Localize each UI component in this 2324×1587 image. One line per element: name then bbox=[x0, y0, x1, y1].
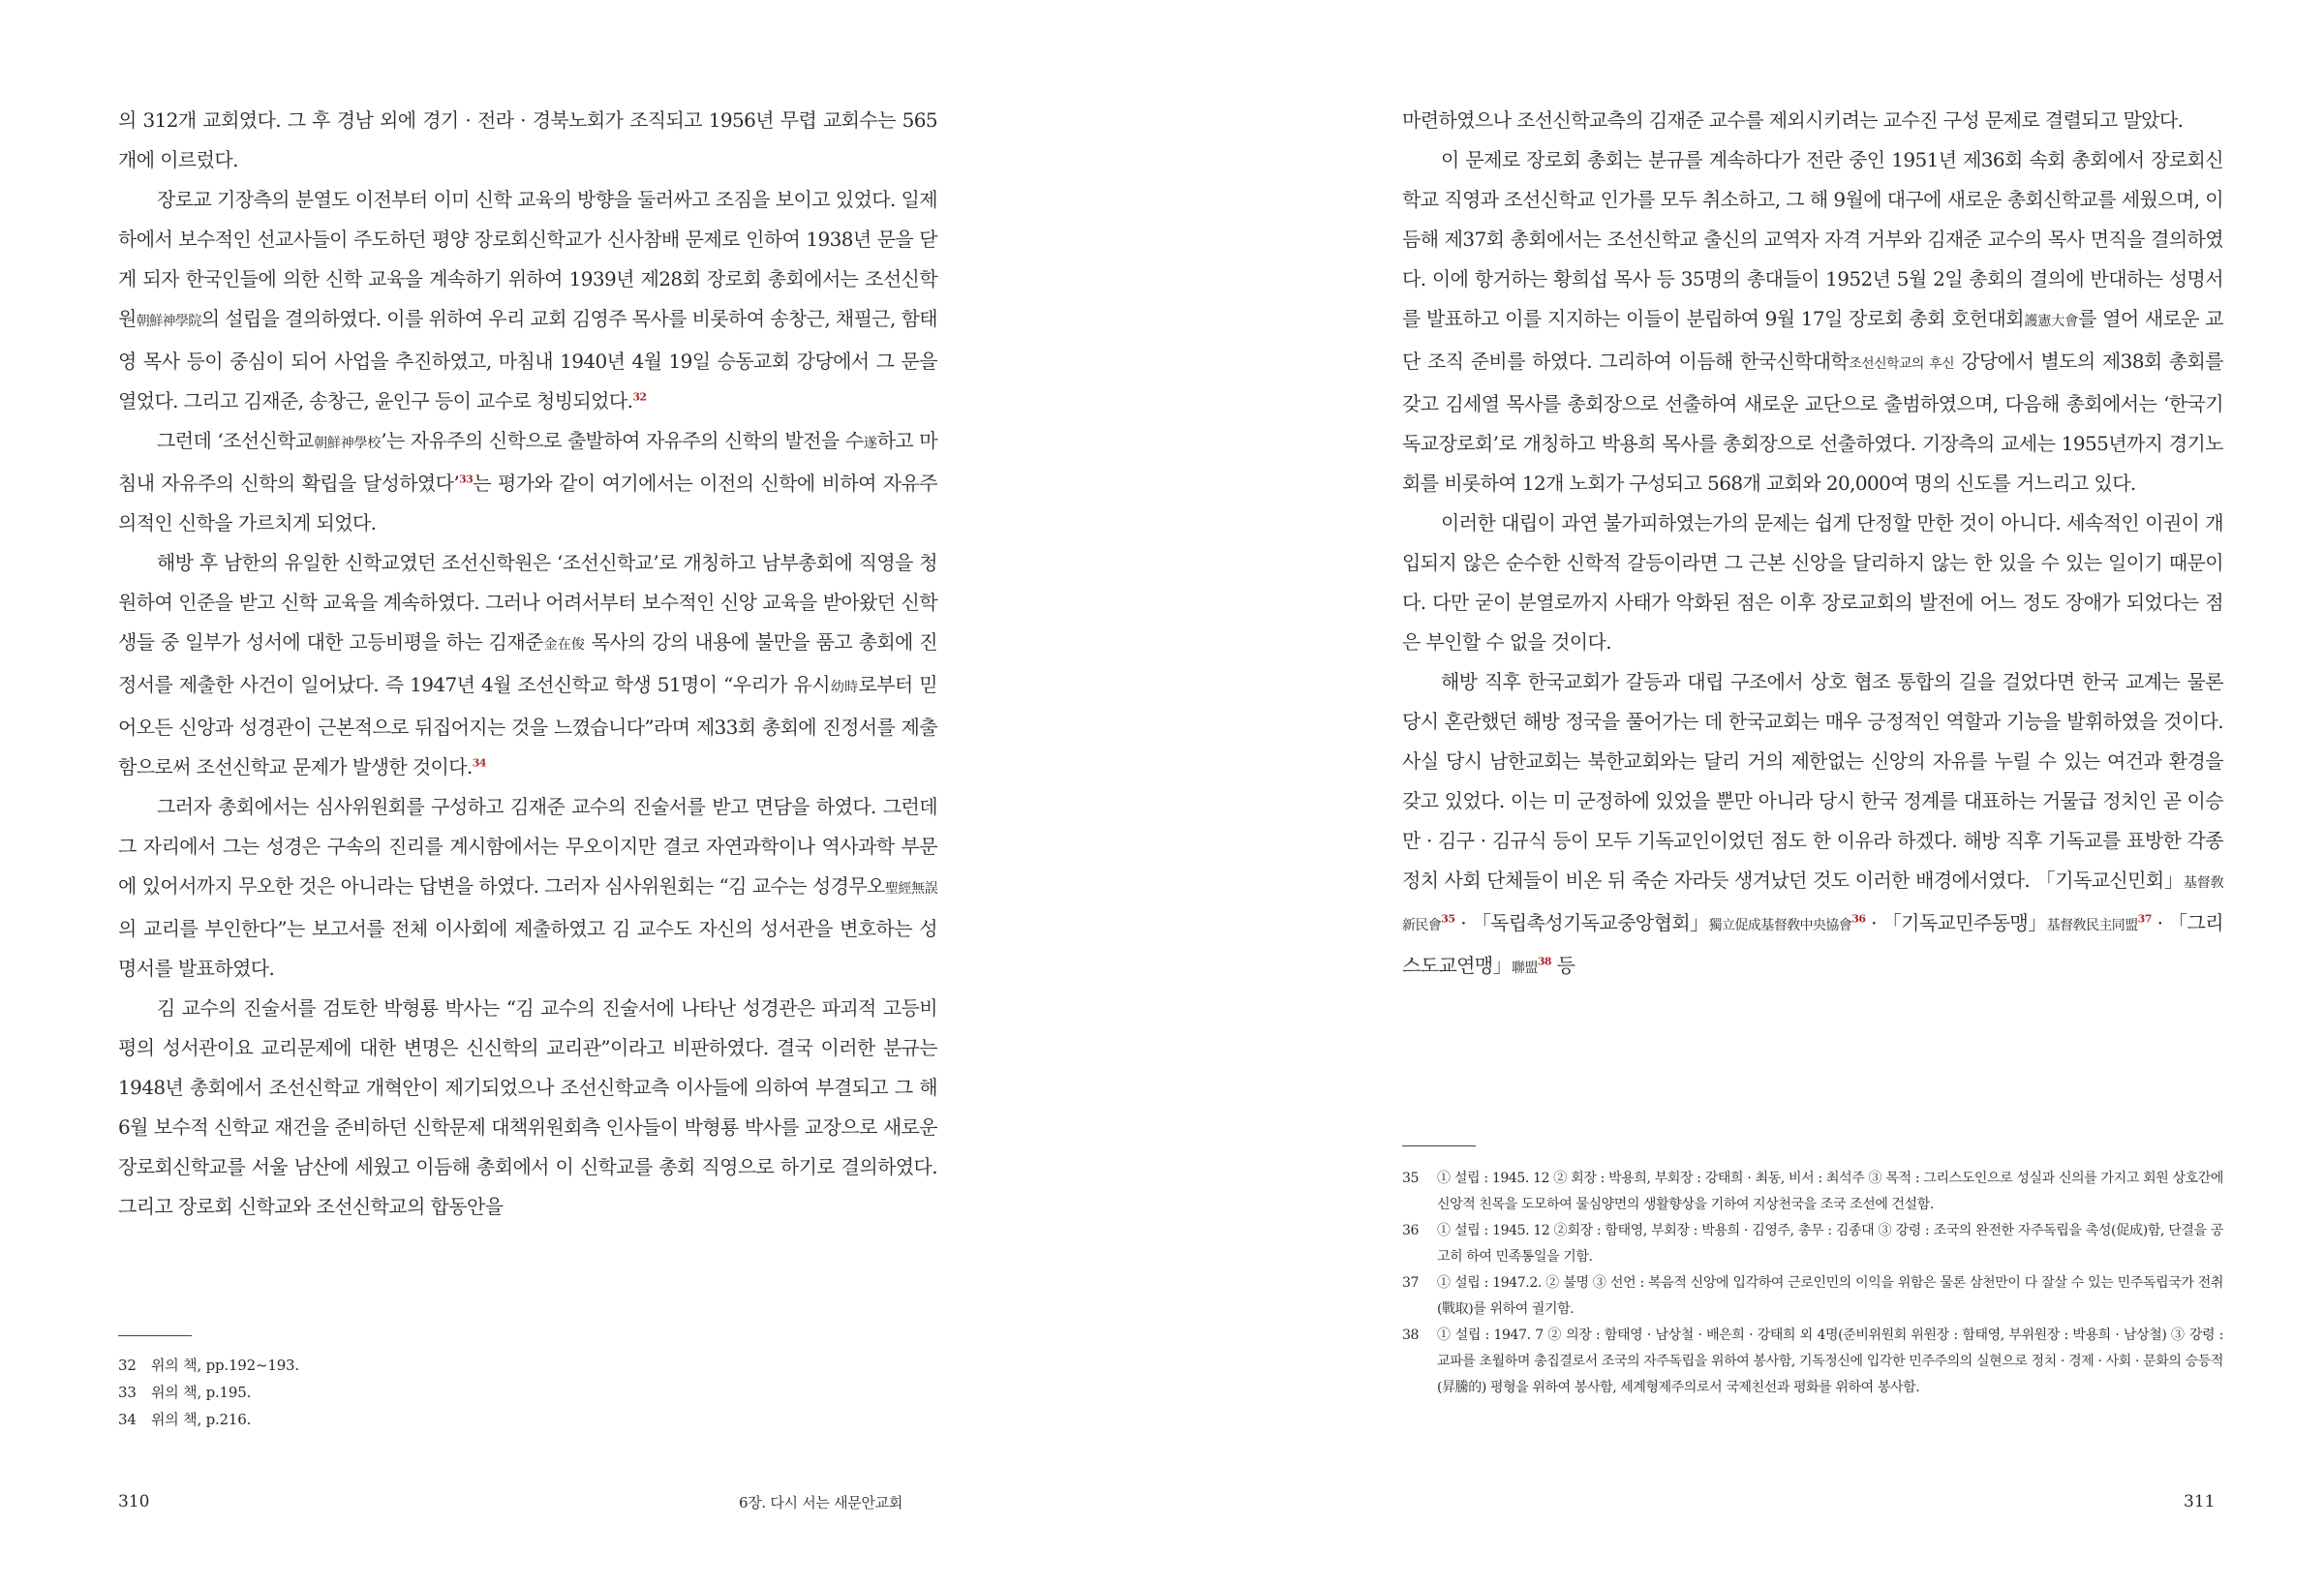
footnote bbox=[118, 1406, 937, 1433]
paragraph: 이 문제로 장로회 총회는 분규를 계속하다가 전란 중인 1951년 제36회 속회 총회에서 장로회신학교 직영과 조선신학교 인가를 모두 취소하고, 그 해 9월에 대구에 새로운 총회신학교를 세웠으며, 이듬해 제37회 총회에서는 조선신학교 출신의 교역자 자격 거부와 김재준 교수의 목사 면직을 결의하였다. 이에 항거하는 황희섭 목사 등 35명의 총대들이 1952년 5월 2일 총회의 결의에 반대하는 성명서를 발표하고 이를 지지하는 이들이 분립하여 9월 17일 장로회 총회 호헌대회護憲大會를 열어 새로운 교단 조직 준비를 하였다. 그리하여 이듬해 한국신학대학조선신학교의 후신 강당에서 별도의 제38회 총회를 갖고 김세열 목사를 총회장으로 선출하여 새로운 교단으로 출범하였으며, 다음해 총회에서는 ‘한국기독교장로회’로 개칭하고 박용희 목사를 총회장으로 선출하였다. 기장측의 교세는 1955년까지 경기노회를 비롯하여 12개 노회가 구성되고 568개 교회와 20,000여 명의 신도를 거느리고 있다. bbox=[1402, 148, 2223, 495]
page-number: 310 bbox=[118, 1492, 150, 1511]
footnote bbox=[1402, 1166, 2223, 1218]
paragraph: 해방 후 남한의 유일한 신학교였던 조선신학원은 ‘조선신학교’로 개칭하고 남부총회에 직영을 청원하여 인준을 받고 신학 교육을 계속하였다. 그러나 어려서부터 보수적인 신앙 교육을 받아왔던 신학생들 중 일부가 성서에 대한 고등비평을 하는 김재준金在俊 목사의 강의 내용에 불만을 품고 총회에 진정서를 제출한 사건이 일어났다. 즉 1947년 4월 조선신학교 학생 51명이 “우리가 유시幼時로부터 믿어오든 신앙과 성경관이 근본적으로 뒤집어지는 것을 느꼈습니다”라며 제33회 총회에 진정서를 제출함으로써 조선신학교 문제가 발생한 것이다.$^{34}$ bbox=[118, 551, 938, 778]
footnote bbox=[118, 1352, 937, 1379]
footnote-divider bbox=[118, 1335, 192, 1336]
footnote-ref[interactable]: 38 bbox=[1537, 955, 1551, 968]
footnote-number: 38 bbox=[1402, 1328, 1420, 1343]
footnote-ref[interactable]: 37 bbox=[2137, 912, 2152, 926]
footnote-text: ① 설립 : 1945. 12 ②회장 : 함태영, 부회장 : 박용희 · 김영주, 총무 : 김종대 ③ 강령 : 조국의 완전한 자주독립을 촉성(促成)함, 단결을 공고히 하여 민족통일을 기함. bbox=[1437, 1223, 2223, 1265]
footnote-text: ① 설립 : 1947. 7 ② 의장 : 함태영 · 남상철 · 배은희 · 강태희 외 4명(준비위원회 위원장 : 함태영, 부위원장 : 박용희 · 남상철) ③ 강령 : 교파를 초월하며 총집결로서 조국의 자주독립을 위하여 봉사함, 기독정신에 입각한 민주주의의 실현으로 정치 · 경제 · 사회 · 문화의 승등적(昇騰的) 평형을 위하여 봉사함, 세계형제주의로서 국제친선과 평화를 위하여 봉사함. bbox=[1437, 1328, 2223, 1395]
paragraph: 그러자 총회에서는 심사위원회를 구성하고 김재준 교수의 진술서를 받고 면담을 하였다. 그런데 그 자리에서 그는 성경은 구속의 진리를 계시함에서는 무오이지만 결코 자연과학이나 역사과학 부문에 있어서까지 무오한 것은 아니라는 답변을 하였다. 그러자 심사위원회는 “김 교수는 성경무오聖經無誤의 교리를 부인한다”는 보고서를 전체 이사회에 제출하였고 김 교수도 자신의 성서관을 변호하는 성명서를 발표하였다. bbox=[118, 795, 937, 980]
hanja-annotation: 조선신학교의 후신 bbox=[1849, 356, 1955, 372]
footnote-ref[interactable]: 36 bbox=[1851, 912, 1866, 926]
right-page bbox=[1162, 0, 2324, 1587]
footnote-divider bbox=[1402, 1145, 1476, 1146]
footnote-list bbox=[1402, 1166, 2223, 1401]
paragraph: 해방 직후 한국교회가 갈등과 대립 구조에서 상호 협조 통합의 길을 걸었다면 한국 교계는 물론 당시 혼란했던 해방 정국을 풀어가는 데 한국교회는 매우 긍정적인 역할과 기능을 발휘하였을 것이다. 사실 당시 남한교회는 북한교회와는 달리 거의 제한없는 신앙의 자유를 누릴 수 있는 여건과 환경을 갖고 있었다. 이는 미 군정하에 있었을 뿐만 아니라 당시 한국 정계를 대표하는 거물급 정치인 곧 이승만 · 김구 · 김규식 등이 모두 기독교인이었던 점도 한 이유라 하겠다. 해방 직후 기독교를 표방한 각종 정치 사회 단체들이 비온 뒤 죽순 자라듯 생겨났던 것도 이러한 배경에서였다. 「기독교신민회」基督敎新民會$^{35}$ · 「독립촉성기독교중앙협회」獨立促成基督敎中央協會$^{36}$ · 「기독교민주동맹」基督敎民主同盟$^{37}$ · 「그리스도교연맹」聯盟$^{38}$ 등 bbox=[1402, 670, 2223, 977]
footnote-text: ① 설립 : 1947.2. ② 불명 ③ 선언 : 복음적 신앙에 입각하여 근로인민의 이익을 위함은 물론 삼천만이 다 잘살 수 있는 민주독립국가 전취(戰取)를 위하여 궐기함. bbox=[1437, 1275, 2223, 1317]
footnote-number: 35 bbox=[1402, 1171, 1420, 1186]
hanja-annotation: 基督敎新民會 bbox=[1402, 875, 2223, 933]
footnote bbox=[1402, 1270, 2223, 1323]
hanja-annotation: 聯盟 bbox=[1512, 961, 1538, 976]
page-number: 311 bbox=[2184, 1492, 2216, 1511]
footnote-text: 위의 책, p.216. bbox=[151, 1411, 252, 1428]
hanja-annotation: 幼時 bbox=[829, 680, 859, 695]
paragraph: 장로교 기장측의 분열도 이전부터 이미 신학 교육의 방향을 둘러싸고 조짐을 보이고 있었다. 일제하에서 보수적인 선교사들이 주도하던 평양 장로회신학교가 신사참배 문제로 인하여 1938년 문을 닫게 되자 한국인들에 의한 신학 교육을 계속하기 위하여 1939년 제28회 장로회 총회에서는 조선신학원朝鮮神學院의 설립을 결의하였다. 이를 위하여 우리 교회 김영주 목사를 비롯하여 송창근, 채필근, 함태영 목사 등이 중심이 되어 사업을 추진하였고, 마침내 1940년 4월 19일 승동교회 강당에서 그 문을 열었다. 그리고 김재준, 송창근, 윤인구 등이 교수로 청빙되었다.$^{32}$ bbox=[118, 188, 938, 412]
footnote-text: ① 설립 : 1945. 12 ② 회장 : 박용희, 부회장 : 강태희 · 최동, 비서 : 최석주 ③ 목적 : 그리스도인으로 성실과 신의를 가지고 회원 상호간에 신앙적 친목을 도모하여 물심양면의 생활향상을 기하여 지상천국을 조국 조선에 건설함. bbox=[1437, 1171, 2223, 1212]
hanja-annotation: 基督敎民主同盟 bbox=[2046, 918, 2138, 933]
hanja-annotation: 護憲大會 bbox=[2023, 314, 2079, 329]
footnote-number: 37 bbox=[1402, 1275, 1420, 1291]
footnote-number: 34 bbox=[118, 1411, 137, 1428]
footnote bbox=[1402, 1323, 2223, 1401]
footnote-number: 36 bbox=[1402, 1223, 1420, 1238]
footnote bbox=[118, 1379, 937, 1406]
paragraph: 이러한 대립이 과연 불가피하였는가의 문제는 쉽게 단정할 만한 것이 아니다. 세속적인 이권이 개입되지 않은 순수한 신학적 갈등이라면 그 근본 신앙을 달리하지 않는 한 있을 수 있는 일이기 때문이다. 다만 굳이 분열로까지 사태가 악화된 점은 이후 장로교회의 발전에 어느 정도 장애가 되었다는 점은 부인할 수 없을 것이다. bbox=[1402, 511, 2223, 654]
footnote-ref[interactable]: 35 bbox=[1441, 912, 1455, 926]
hanja-annotation: 朝鮮神學院 bbox=[136, 314, 201, 329]
paragraph: 김 교수의 진술서를 검토한 박형룡 박사는 “김 교수의 진술서에 나타난 성경관은 파괴적 고등비평의 성서관이요 교리문제에 대한 변명은 신신학의 교리관”이라고 비판하였다. 결국 이러한 분규는 1948년 총회에서 조선신학교 개혁안이 제기되었으나 조선신학교측 이사들에 의하여 부결되고 그 해 6월 보수적 신학교 재건을 준비하던 신학문제 대책위원회측 인사들이 박형룡 박사를 교장으로 새로운 장로회신학교를 서울 남산에 세웠고 이듬해 총회에서 이 신학교를 총회 직영으로 하기로 결의하였다. 그리고 장로회 신학교와 조선신학교의 합동안을 bbox=[118, 996, 937, 1218]
footnote-ref[interactable]: 32 bbox=[632, 390, 647, 404]
footnote bbox=[1402, 1218, 2223, 1270]
right-body-text bbox=[1402, 101, 2223, 989]
left-body-text bbox=[118, 101, 937, 1227]
footnote-list bbox=[118, 1352, 937, 1433]
footnote-number: 32 bbox=[118, 1357, 137, 1374]
running-title: 6장. 다시 서는 새문안교회 bbox=[739, 1494, 903, 1511]
footnote-text: 위의 책, pp.192~193. bbox=[151, 1357, 299, 1374]
hanja-annotation: 聖經無誤 bbox=[884, 881, 937, 897]
hanja-annotation: 獨立促成基督敎中央協會 bbox=[1708, 918, 1852, 933]
footnote-text: 위의 책, p.195. bbox=[151, 1384, 252, 1401]
hanja-annotation: 金在俊 bbox=[542, 637, 586, 653]
hanja-annotation: 遂 bbox=[863, 436, 877, 451]
hanja-annotation: 朝鮮神學校 bbox=[313, 436, 382, 451]
footnote-number: 33 bbox=[118, 1384, 137, 1401]
footnote-ref[interactable]: 34 bbox=[472, 756, 486, 770]
paragraph: 마련하였으나 조선신학교측의 김재준 교수를 제외시키려는 교수진 구성 문제로 결렬되고 말았다. bbox=[1402, 108, 2184, 132]
paragraph: 그런데 ‘조선신학교朝鮮神學校’는 자유주의 신학으로 출발하여 자유주의 신학의 발전을 수遂하고 마침내 자유주의 신학의 확립을 달성하였다’$^{33}$는 평가와 같이 여기에서는 이전의 신학에 비하여 자유주의적인 신학을 가르치게 되었다. bbox=[118, 429, 938, 534]
paragraph: 의 312개 교회였다. 그 후 경남 외에 경기 · 전라 · 경북노회가 조직되고 1956년 무렵 교회수는 565개에 이르렀다. bbox=[118, 108, 937, 171]
footnote-ref[interactable]: 33 bbox=[459, 473, 474, 486]
